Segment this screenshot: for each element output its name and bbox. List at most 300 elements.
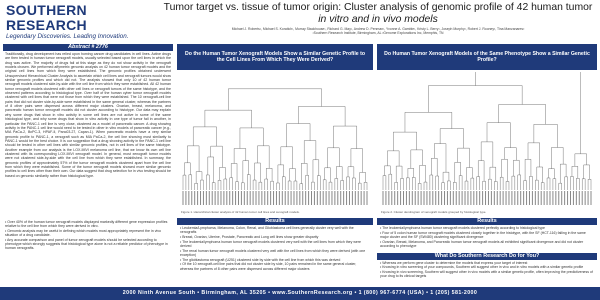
dendrogram-leaf-label [508,191,509,205]
dendrogram-leaf-label [343,191,344,205]
dendrogram-branch [560,164,566,183]
dendrogram-branch [588,179,591,190]
dendrogram-branch [576,178,579,190]
result-item: • The leukemia/lymphoma human tumor xenograft models clustered very well with the cell lines from which they were derived [180,239,361,248]
dendrogram-leaf-label [432,191,433,205]
service-item: • Knowing in vitro screening of your compounds, Southern will suggest other in vivo and in vitro models with a similar genetic profile [380,265,584,270]
dendrogram-leaf-label [394,191,395,205]
dendrogram-1-svg [177,72,373,212]
dendrogram-branch [347,177,350,190]
dendrogram-leaf-label [355,191,356,205]
dendrogram-leaf-label [232,191,233,205]
dendrogram-branch [502,159,508,181]
dendrogram-branch [541,183,544,190]
dendrogram-branch [442,183,445,190]
conclusion-item: • Genomic analysis may be useful in defining which models most appropriately represent the in vivo situation of a drug candidate. [5,228,162,238]
dendrogram-leaf-label [296,191,297,205]
dendrogram-leaf-label [185,191,186,205]
conclusions-list [3,219,173,252]
result-item: • Four of 5 colon human tumor xenograft models clustered closely together in the histotype, with the SF (HCT-116) falling in the same major cluster and the SF (SW480) clustering significant divergence [380,230,586,239]
dendrogram-branch [241,183,244,190]
dendrogram-branch [306,175,309,190]
dendrogram-branch [184,163,190,175]
dendrogram-branch [247,175,250,190]
dendrogram-branch [301,163,307,183]
dendrogram-branch [323,180,326,190]
dendrogram-leaf-label [270,191,271,205]
result-item-text: The leukemia/lymphoma human tumor xenograft models clustered very well with the cell lines from which they were derived [180,239,361,248]
figure-2-caption: Figure 2. Cluster dendrogram of xenograft models grouped by histological type. [381,210,487,214]
dendrogram-branch [193,127,216,146]
dendrogram-branch [278,165,284,183]
dendrogram-branch [351,149,363,173]
dendrogram-branch [549,169,555,179]
result-item-text: Four of 5 colon human tumor xenograft models clustered closely together in the histotype, with the SF (HCT-116) falling in the same major cluster and the SF (SW480) clustering significant divergence [380,230,586,239]
dendrogram-leaf-label [444,191,445,205]
dendrogram-leaf-label [418,191,419,205]
dendrogram-leaf-label [258,191,259,205]
abstract-heading: Abstract # 2776 [3,44,173,51]
dendrogram-branch [395,182,398,190]
dendrogram-leaf-label [293,191,294,205]
dendrogram-leaf-label [497,191,498,205]
result-item: • The leukemia/lymphoma human tumor xenograft models clustered perfectly according to histological type [380,226,545,230]
dendrogram-branch [547,178,550,190]
dendrogram-leaf-label [337,191,338,205]
dendrogram-leaf-label [273,191,274,205]
dendrogram-leaf-label [331,191,332,205]
dendrogram-leaf-label [535,191,536,205]
dendrogram-branch [428,86,522,113]
dendrogram-branch [312,182,315,190]
dendrogram-branch [455,162,461,182]
dendrogram-leaf-label [567,191,568,205]
dendrogram-branch [360,172,366,183]
what-we-do-list [377,260,597,280]
dendrogram-branch [234,148,246,163]
column-right [377,44,597,280]
dendrogram-leaf-label [314,191,315,205]
result-item: • The glioblastoma xenograft (U251) clustered side by side with the cell line from which this was derived [180,257,341,262]
dendrogram-branch [488,179,491,190]
dendrogram-leaf-label [470,191,471,205]
what-we-do-heading: What Do Southern Research Do for You? [377,253,597,260]
dendrogram-branch [465,181,468,190]
dendrogram-branch [389,174,392,190]
dendrogram-leaf-label [209,191,210,205]
dendrogram-leaf-label [503,191,504,205]
dendrogram-branch [231,163,237,181]
poster-footer: 2000 Ninth Avenue South • Birmingham, AL 35205 • www.SouthernResearch.org • 1 (800) 967-6774 (USA) • 1 (205) 581-2000 [0,287,600,300]
poster-title-line2 [160,14,596,26]
dendrogram-leaf-label [409,191,410,205]
dendrogram-leaf-label [447,191,448,205]
result-item: • Of the 10 xenograft-cell line pairs that did not cluster side by side, 10 pairs remained in the same general cluster, whereas the partners of 8 other pairs were dispersed across different major clusters [180,262,357,271]
dendrogram-leaf-label [223,191,224,205]
dendrogram-leaf-label [197,191,198,205]
conclusion-item: • Over 40% of the human tumor xenograft models displayed markedly different gene expression profiles relative to the cell line from which they were derived in vitro. [5,220,168,229]
dendrogram-branch [259,182,262,190]
poster-header [0,0,600,42]
dendrogram-branch [255,163,261,182]
dendrogram-branch [553,179,556,190]
dendrogram-leaf-label [229,191,230,205]
dendrogram-branch [287,124,310,147]
dendrogram-figure-2 [377,72,597,218]
dendrogram-leaf-label [482,191,483,205]
dendrogram-leaf-label [529,191,530,205]
result-item: • The renal human tumor xenograft models clustered very well with the cell lines from which they were derived (with one exception) [180,248,366,257]
dendrogram-leaf-label [206,191,207,205]
conclusion-item: • Any accurate comparison and panel of tumor xenograft models should be selected according to phenotype which strongly suggests that histological type alone is not a reliable predictor of phenotype in human xenografts. [5,237,168,251]
dendrogram-leaf-label [441,191,442,205]
dendrogram-branch [352,178,355,190]
dendrogram-branch [208,157,214,183]
dendrogram-branch [408,168,414,178]
dendrogram-leaf-label [552,191,553,205]
dendrogram-leaf-label [485,191,486,205]
dendrogram-leaf-label [415,191,416,205]
dendrogram-branch [406,178,409,190]
dendrogram-branch [487,123,510,148]
dendrogram-leaf-label [467,191,468,205]
dendrogram-branch [443,172,449,183]
dendrogram-branch [430,175,433,190]
dendrogram-leaf-label [561,191,562,205]
dendrogram-branch [471,178,474,190]
conclusion-item-text: Genomic analysis may be useful in defining which models most appropriately represent the in vivo situation of a drug candidate. [5,228,162,238]
dendrogram-branch [529,176,532,190]
abstract-text: Traditionally, drug development has relied upon homing cancer drug candidates in cell lines. Active drugs are then tested in human tumor xenograft models, usually selected based upon the cell lines in which the drug was active. The majority of drugs fail at this stage as they do not show activity in the xenograft models chosen. We performed affymetrix genomic analysis on 42 human tumor xenograft models and the original cell lines from which they were established. The genomic profiles obtained underwent Unsupervised Hierarchical Cluster Analysis to ascertain which cell lines and xenograft tumors would show similar genomic profiles and which did not. The analysis showed that only 10 of 42 human tumor xenograft models clustered side-by-side with the cell line from which they were established. All 42 human tumor xenograft models clustered with other cell lines or xenograft tumors of the same histotype, and the observed patterns according to histological type. Over half of the human cyber tumor xenograft models clustered with cell lines that were not those from which they were established. The 10 xenograft-cell line pairs that did not cluster side-by-side were established in the same general cluster, whereas the partners of 8 other pairs were dispersed across different major clusters. Ovarian, breast, melanoma, and pancreatic human tumor xenograft models did not cluster according to histotype. Our data may explain why some drugs that show in vitro activity in some cell lines are not active in some of the same histological type, and why some drugs that show in vitro activity in one type of tumor fail in another, in particular the PANC-1 cell line is very close, clustered as a model of pancreatic cancer. A drug showing activity in the PANC-1 cell line would need to be tested in other in vitro models of pancreatic cancer (e.g., MIA PaCa-2, BxPC-3, HPAF-II, Panc03.27, Capan-1). When pancreatic models have a very similar genomic profile to PANC-1, a xenograft such as MIA PaCa-2, the cell line showing most similarity to PANC-1 would be the best choice. It is our suggestion that a drug showing activity in the PANC-1 cell line should be tested in other cell lines with similar genomic profiles, not in cell lines of the same histotype. Another example from our analysis is the LOX-IMVI melanoma cell line, that we know its own cell line clustered with its corresponding LOX-IMVI xenograft model. In general, most xenograft tumor models were not clustered side-by-side with the cell line from which they were established. In summary, the genomic profiles of approximately 57% of the tumor xenograft models clustered apart from the cell line from which they were established. Some of the tumor xenograft models showed more similar genomic profiles to cell lines other than their own. Our data suggest that drug selection for in vivo testing should be based on genomic similarity rather than histological type. [5,52,171,178]
dendrogram-leaf-label [494,191,495,205]
dendrogram-leaf-label [573,191,574,205]
dendrogram-leaf-label [308,191,309,205]
dendrogram-leaf-label [549,191,550,205]
dendrogram-branch [453,182,456,190]
dendrogram-branch [300,184,303,190]
dendrogram-leaf-label [526,191,527,205]
result-item: • Ovarian, Breast, Melanoma, and Pancreatic human tumor xenograft models all exhibited significant divergence and did not cluster according to phenotype [380,239,584,248]
dendrogram-branch [412,177,415,190]
dendrogram-leaf-label [346,191,347,205]
dendrogram-leaf-label [320,191,321,205]
dendrogram-branch [499,104,546,124]
dendrogram-leaf-label [188,191,189,205]
dendrogram-branch [582,179,585,190]
dendrogram-leaf-label [591,191,592,205]
result-item-text: The renal human tumor xenograft models clustered very well with the cell lines from which they were derived (with one exception) [180,248,366,257]
result-item-text: Ovarian, Breast, Melanoma, and Pancreatic human tumor xenograft models all exhibited significant divergence and did not cluster according to phenotype [380,239,584,248]
dendrogram-branch [282,177,285,190]
dendrogram-branch [341,180,344,190]
dendrogram-branch [294,181,297,190]
dendrogram-branch [559,183,562,190]
dendrogram-branch [584,165,590,179]
dendrogram-leaf-label [544,191,545,205]
result-item-text: The leukemia/lymphoma human tumor xenograft models clustered perfectly according to histological type [382,226,545,230]
dendrogram-branch [436,176,439,190]
dendrogram-leaf-label [547,191,548,205]
dendrogram-branch [383,176,386,190]
poster-affiliations: ¹Southern Research Institute, Birmingham, AL ²Genome Explorations Inc, Memphis, TN [312,31,444,36]
dendrogram-branch [440,129,463,149]
dendrogram-leaf-label [488,191,489,205]
poster-title-italic: in vitro and in vivo models [318,13,438,25]
dendrogram-leaf-label [226,191,227,205]
dendrogram-branch [328,148,340,168]
dendrogram-leaf-label [456,191,457,205]
dendrogram-branch [518,175,521,190]
dendrogram-branch [420,165,426,183]
dendrogram-branch [224,179,227,190]
dendrogram-branch [505,148,517,161]
dendrogram-leaf-label [473,191,474,205]
dendrogram-leaf-label [532,191,533,205]
dendrogram-leaf-label [285,191,286,205]
result-item-text: The glioblastoma xenograft (U251) clustered side by side with the cell line from which this was derived [182,257,341,262]
dendrogram-leaf-label [506,191,507,205]
dendrogram-branch [364,182,367,190]
results-heading-right: Results [377,218,597,225]
dendrogram-branch [228,89,321,110]
dendrogram-branch [458,148,470,167]
dendrogram-leaf-label [261,191,262,205]
dendrogram-leaf-label [212,191,213,205]
dendrogram-leaf-label [329,191,330,205]
service-item-text: Whereas we perform gene cluster to determine the models that express your target of interest [382,260,528,265]
dendrogram-leaf-label [358,191,359,205]
dendrogram-branch [512,176,515,190]
dendrogram-leaf-label [247,191,248,205]
dendrogram-leaf-label [579,191,580,205]
dendrogram-branch [551,147,563,168]
dendrogram-branch [477,177,480,190]
dendrogram-leaf-label [326,191,327,205]
dendrogram-leaf-label [538,191,539,205]
conclusions-section [3,219,173,252]
dendrogram-branch [418,183,421,190]
dendrogram-leaf-label [349,191,350,205]
dendrogram-figure-1 [177,72,373,218]
dendrogram-branch [196,172,202,184]
dendrogram-leaf-label [340,191,341,205]
dendrogram-branch [494,181,497,190]
dendrogram-leaf-label [191,191,192,205]
dendrogram-leaf-label [514,191,515,205]
dendrogram-branch [313,160,319,182]
dendrogram-branch [266,168,272,181]
dendrogram-branch [524,181,527,190]
logo-tagline: Legendary Discoveries. Leading Innovation. [6,33,129,40]
dendrogram-branch [348,167,354,178]
dendrogram-leaf-label [491,191,492,205]
dendrogram-branch [411,150,423,168]
dendrogram-leaf-label [465,191,466,205]
dendrogram-leaf-label [291,191,292,205]
dendrogram-leaf-label [585,191,586,205]
dendrogram-leaf-label [459,191,460,205]
dendrogram-leaf-label [253,191,254,205]
dendrogram-leaf-label [582,191,583,205]
dendrogram-branch [466,168,472,182]
dendrogram-leaf-label [476,191,477,205]
dendrogram-branch [265,179,268,190]
dendrogram-branch [431,158,437,176]
dendrogram-leaf-label [361,191,362,205]
dendrogram-leaf-label [564,191,565,205]
dendrogram-branch [333,126,356,149]
dendrogram-branch [317,176,320,190]
dendrogram-leaf-label [244,191,245,205]
dendrogram-branch [335,178,338,190]
dendrogram-branch [211,146,223,167]
dendrogram-leaf-label [203,191,204,205]
dendrogram-leaf-label [385,191,386,205]
results-list-left [177,225,373,272]
dendrogram-branch [288,181,291,190]
dendrogram-leaf-label [220,191,221,205]
dendrogram-leaf-label [317,191,318,205]
dendrogram-leaf-label [383,191,384,205]
dendrogram-branch [276,183,279,190]
poster-authors: Michael J. Roberts¹, Michael S. Koratich¹, Murray Stackhouse¹, Richard G. May¹, Andrew D. Penman¹, Yvonne A. Gamble¹, Kristy L. Berry¹, Joseph Murphy¹, Robert J. Rooney², Tina Manzanares² [231,27,525,31]
dendrogram-leaf-label [352,191,353,205]
dendrogram-leaf-label [194,191,195,205]
dendrogram-leaf-label [334,191,335,205]
dendrogram-branch [525,159,531,180]
conclusion-item-text: Any accurate comparison and panel of tumor xenograft models should be selected according to phenotype which strongly suggests that histological type alone is not a reliable predictor of phenotype in human xenografts. [5,237,168,251]
dendrogram-branch [513,160,519,176]
dendrogram-branch [220,167,226,180]
dendrogram-leaf-label [267,191,268,205]
dendrogram-leaf-label [570,191,571,205]
results-heading-left: Results [177,218,373,225]
dendrogram-leaf-label [250,191,251,205]
dendrogram-leaf-label [511,191,512,205]
dendrogram-branch [271,181,274,190]
dendrogram-branch [281,147,293,169]
service-item: • Whereas we perform gene cluster to determine the models that express your target of interest [380,260,528,265]
dendrogram-branch [298,106,345,126]
result-item-text: Breast, Ovarian, Uterine, Prostate, Pancreatic and Lung cell lines show greater disparity [182,234,319,239]
dendrogram-leaf-label [576,191,577,205]
dendrogram-branch [434,144,446,173]
dendrogram-leaf-label [200,191,201,205]
dendrogram-branch [401,178,404,190]
dendrogram-leaf-label [424,191,425,205]
dendrogram-branch [358,183,361,190]
dendrogram-leaf-label [403,191,404,205]
dendrogram-leaf-label [435,191,436,205]
dendrogram-branch [257,146,269,168]
dendrogram-leaf-label [241,191,242,205]
service-item-text: Knowing in vivo screening, Southern will suggest other in vivo models with a similar genetic profile, often improving the predictiveness of your drug to its clinical targets [380,269,593,279]
dendrogram-leaf-label [238,191,239,205]
question-heading-2: Do Human Tumor Xenograft Models of the Same Phenotype Show a Similar Genetic Profile? [377,44,597,70]
dendrogram-branch [329,182,332,190]
result-item: • Breast, Ovarian, Uterine, Prostate, Pancreatic and Lung cell lines show greater disparity [180,234,319,239]
figure-1-caption: Figure 1. Hierarchical cluster analysis of 42 human tumor cell lines and xenograft models. [181,210,300,214]
dendrogram-branch [243,161,249,183]
dendrogram-branch [565,177,568,190]
dendrogram-leaf-label [302,191,303,205]
dendrogram-leaf-label [264,191,265,205]
dendrogram-leaf-label [523,191,524,205]
dendrogram-branch [212,183,215,190]
dendrogram-leaf-label [406,191,407,205]
dendrogram-leaf-label [305,191,306,205]
dendrogram-branch [230,178,233,190]
dendrogram-leaf-label [479,191,480,205]
conclusion-item-text: Over 40% of the human tumor xenograft models displayed markedly different gene expression profiles relative to the cell line from which they were derived in vitro. [5,220,168,229]
dendrogram-branch [396,166,402,182]
dendrogram-leaf-label [426,191,427,205]
dendrogram-branch [506,181,509,190]
dendrogram-leaf-label [311,191,312,205]
service-item-text: Knowing in vitro screening of your compounds, Southern will suggest other in vivo and in vitro models with a similar genetic profile [382,265,584,270]
dendrogram-branch [483,181,486,190]
dendrogram-branch [290,169,296,181]
dendrogram-leaf-label [215,191,216,205]
dendrogram-leaf-label [391,191,392,205]
question-heading-1: Do the Human Tumor Xenograft Models Show a Similar Genetic Profile to the Cell Lines From Which They Were Derived? [177,44,373,70]
dendrogram-branch [240,128,263,149]
dendrogram-leaf-label [412,191,413,205]
dendrogram-branch [236,182,239,190]
dendrogram-branch [187,146,199,172]
dendrogram-branch [393,132,416,151]
dendrogram-leaf-label [256,191,257,205]
dendrogram-branch [478,161,484,182]
dendrogram-branch [475,72,580,154]
dendrogram-branch [205,110,252,128]
dendrogram-branch [535,180,538,190]
dendrogram-leaf-label [388,191,389,205]
dendrogram-leaf-label [299,191,300,205]
dendrogram-leaf-label [558,191,559,205]
dendrogram-branch [528,143,540,167]
result-item: • Leukemia/Lymphoma, Melanoma, Colon, Renal, and Glioblastoma cell lines generally cluster very well with the xenografts [180,226,354,235]
dendrogram-branch [459,176,462,190]
poster-title-line1: Tumor target vs. tissue of tumor origin: Cluster analysis of genomic profile of 42 human tumor [163,2,593,13]
dendrogram-branch [570,176,573,190]
result-item-text: Leukemia/Lymphoma, Melanoma, Colon, Renal, and Glioblastoma cell lines generally cluster very well with the xenografts [180,226,354,235]
dendrogram-branch [534,124,557,147]
dendrogram-branch [206,175,209,190]
column-middle [177,44,373,272]
dendrogram-branch [218,180,221,190]
dendrogram-leaf-label [520,191,521,205]
dendrogram-leaf-label [400,191,401,205]
dendrogram-branch [201,180,204,190]
column-left [3,44,173,218]
dendrogram-leaf-label [397,191,398,205]
dendrogram-leaf-label [367,191,368,205]
dendrogram-branch [253,180,256,190]
dendrogram-branch [424,182,427,190]
poster-title-block [160,2,596,36]
dendrogram-branch [575,154,587,166]
dendrogram-leaf-label [462,191,463,205]
dendrogram-leaf-label [279,191,280,205]
results-list-right [377,225,597,250]
dendrogram-leaf-label [218,191,219,205]
dendrogram-leaf-label [421,191,422,205]
southern-research-logo [6,3,156,41]
dendrogram-leaf-label [282,191,283,205]
dendrogram-leaf-label [438,191,439,205]
dendrogram-leaf-label [276,191,277,205]
